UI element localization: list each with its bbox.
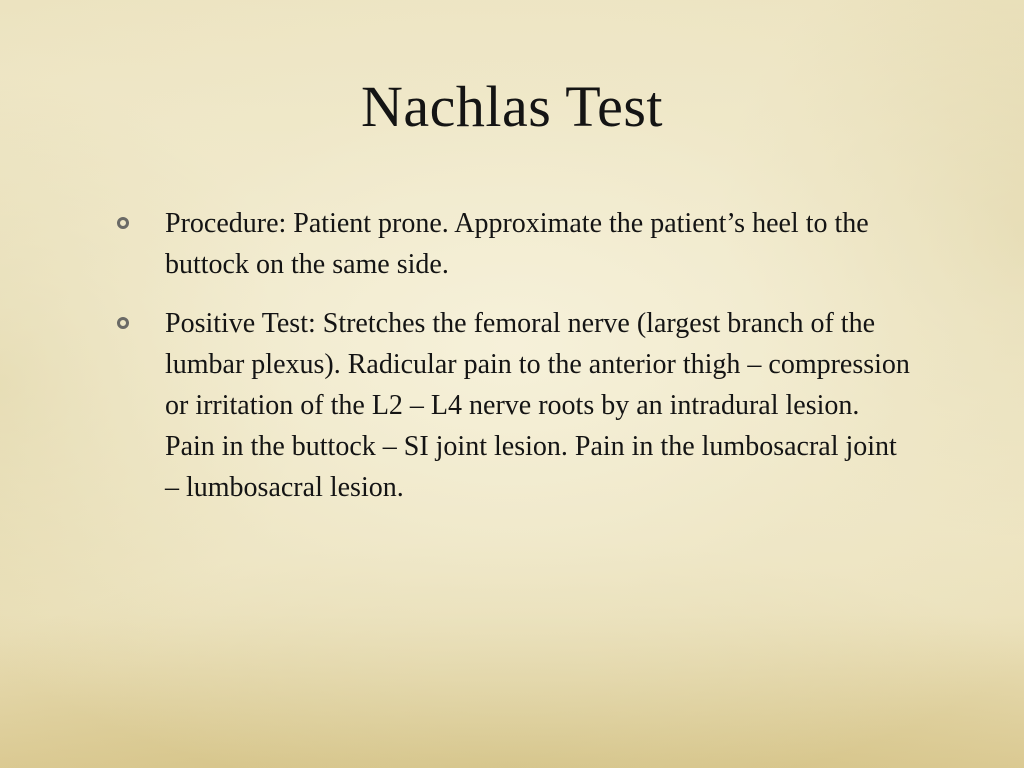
bullet-item-positive-test <box>112 303 912 508</box>
hollow-circle-bullet-icon <box>117 217 129 229</box>
slide-title: Nachlas Test <box>360 74 664 139</box>
bullet-text: Procedure: Patient prone. Approximate the patient’s heel to the buttock on the same side. <box>165 208 869 280</box>
bullet-text: Positive Test: Stretches the femoral nerve (largest branch of the lumbar plexus). Radicular pain to the anterior thigh – compression or irritation of the L2 – L4 nerve roots by an intradural lesion. Pain in the buttock – SI joint lesion. Pain in the lumbosacral joint – lumbosacral lesion. <box>165 308 910 503</box>
hollow-circle-bullet-icon <box>117 317 129 329</box>
bullet-item-procedure <box>112 203 912 285</box>
bullet-list <box>112 203 912 526</box>
